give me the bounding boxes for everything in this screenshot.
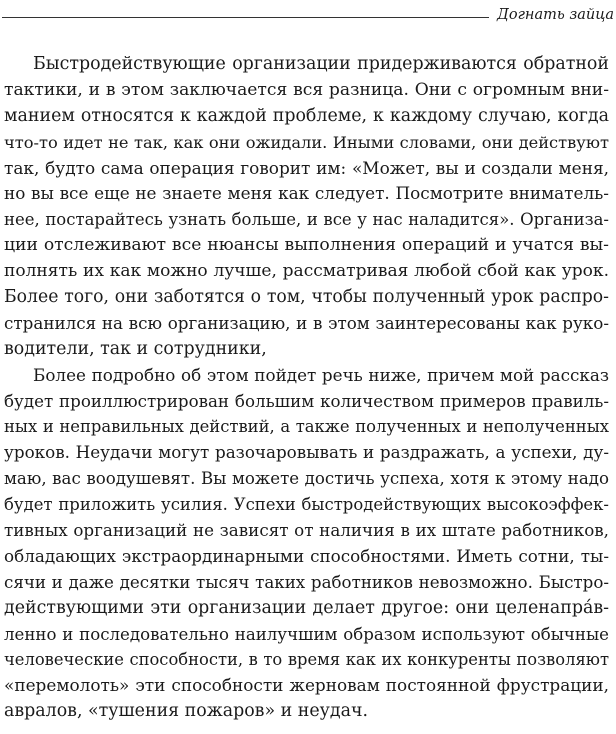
header-rule bbox=[2, 17, 489, 18]
text-line: уроков. Неудачи могут разочаровывать и раздражать, а успехи, ду- bbox=[4, 442, 609, 463]
text-line: человеческие способности, в то время как их конкуренты позволяют bbox=[4, 650, 609, 670]
text-line: нее, постарайтесь узнать больше, и все у нас наладится». Организа- bbox=[4, 210, 609, 230]
paragraph bbox=[4, 363, 609, 725]
text-line: ленно и последовательно наилучшим образом используют обычные bbox=[4, 624, 609, 644]
text-line: обладающих экстраординарными способностями. Иметь сотни, ты- bbox=[4, 545, 609, 566]
text-line: полнять их как можно лучше, рассматривая любой сбой как урок. bbox=[4, 261, 609, 282]
text-line: авралов, «тушения пожаров» и неудач. bbox=[4, 701, 368, 722]
text-line: странился на всю организацию, и в этом заинтересованы как руко- bbox=[4, 312, 609, 333]
text-line: ных и неправильных действий, а также полученных и неполученных bbox=[4, 417, 609, 437]
text-line: манием относятся к каждой проблеме, к каждому случаю, когда bbox=[4, 105, 609, 126]
body-text bbox=[4, 52, 609, 725]
text-line: Более того, они заботятся о том, чтобы полученный урок распро- bbox=[4, 287, 609, 308]
text-line: будет проиллюстрирован большим количеством примеров правиль- bbox=[4, 391, 609, 411]
running-header bbox=[2, 4, 614, 26]
text-line: так, будто сама операция говорит им: «Может, вы и создали меня, bbox=[4, 157, 609, 178]
text-line: Более подробно об этом пойдет речь ниже, причем мой рассказ bbox=[33, 364, 609, 385]
text-line: маю, вас воодушевят. Вы можете достичь успеха, хотя к этому надо bbox=[4, 469, 609, 489]
text-line: будет приложить усилия. Успехи быстродействующих высокоэффек- bbox=[4, 495, 609, 515]
text-line: водители, так и сотрудники, bbox=[4, 338, 267, 359]
text-line: «перемолоть» эти способности жерновам постоянной фрустрации, bbox=[4, 675, 609, 696]
text-line: сячи и даже десятки тысяч таких работников невозможно. Быстро- bbox=[4, 572, 609, 592]
text-line: действующими эти организации делает другое: они целенапрáв- bbox=[4, 597, 609, 618]
text-line: ции отслеживают все нюансы выполнения операций и учатся вы- bbox=[4, 235, 609, 256]
text-line: но вы все еще не знаете меня как следует. Посмотрите вниматель- bbox=[4, 183, 609, 204]
text-line: что-то идет не так, как они ожидали. Иными словами, они действуют bbox=[4, 132, 609, 152]
running-title: Догнать зайца bbox=[497, 7, 614, 23]
paragraph bbox=[4, 52, 609, 363]
text-line: тактики, и в этом заключается вся разница. Они с огромным вни- bbox=[4, 79, 609, 100]
text-line: тивных организаций не зависят от наличия в их штате работников, bbox=[4, 520, 609, 541]
text-line: Быстродействующие организации придерживаются обратной bbox=[33, 54, 609, 74]
